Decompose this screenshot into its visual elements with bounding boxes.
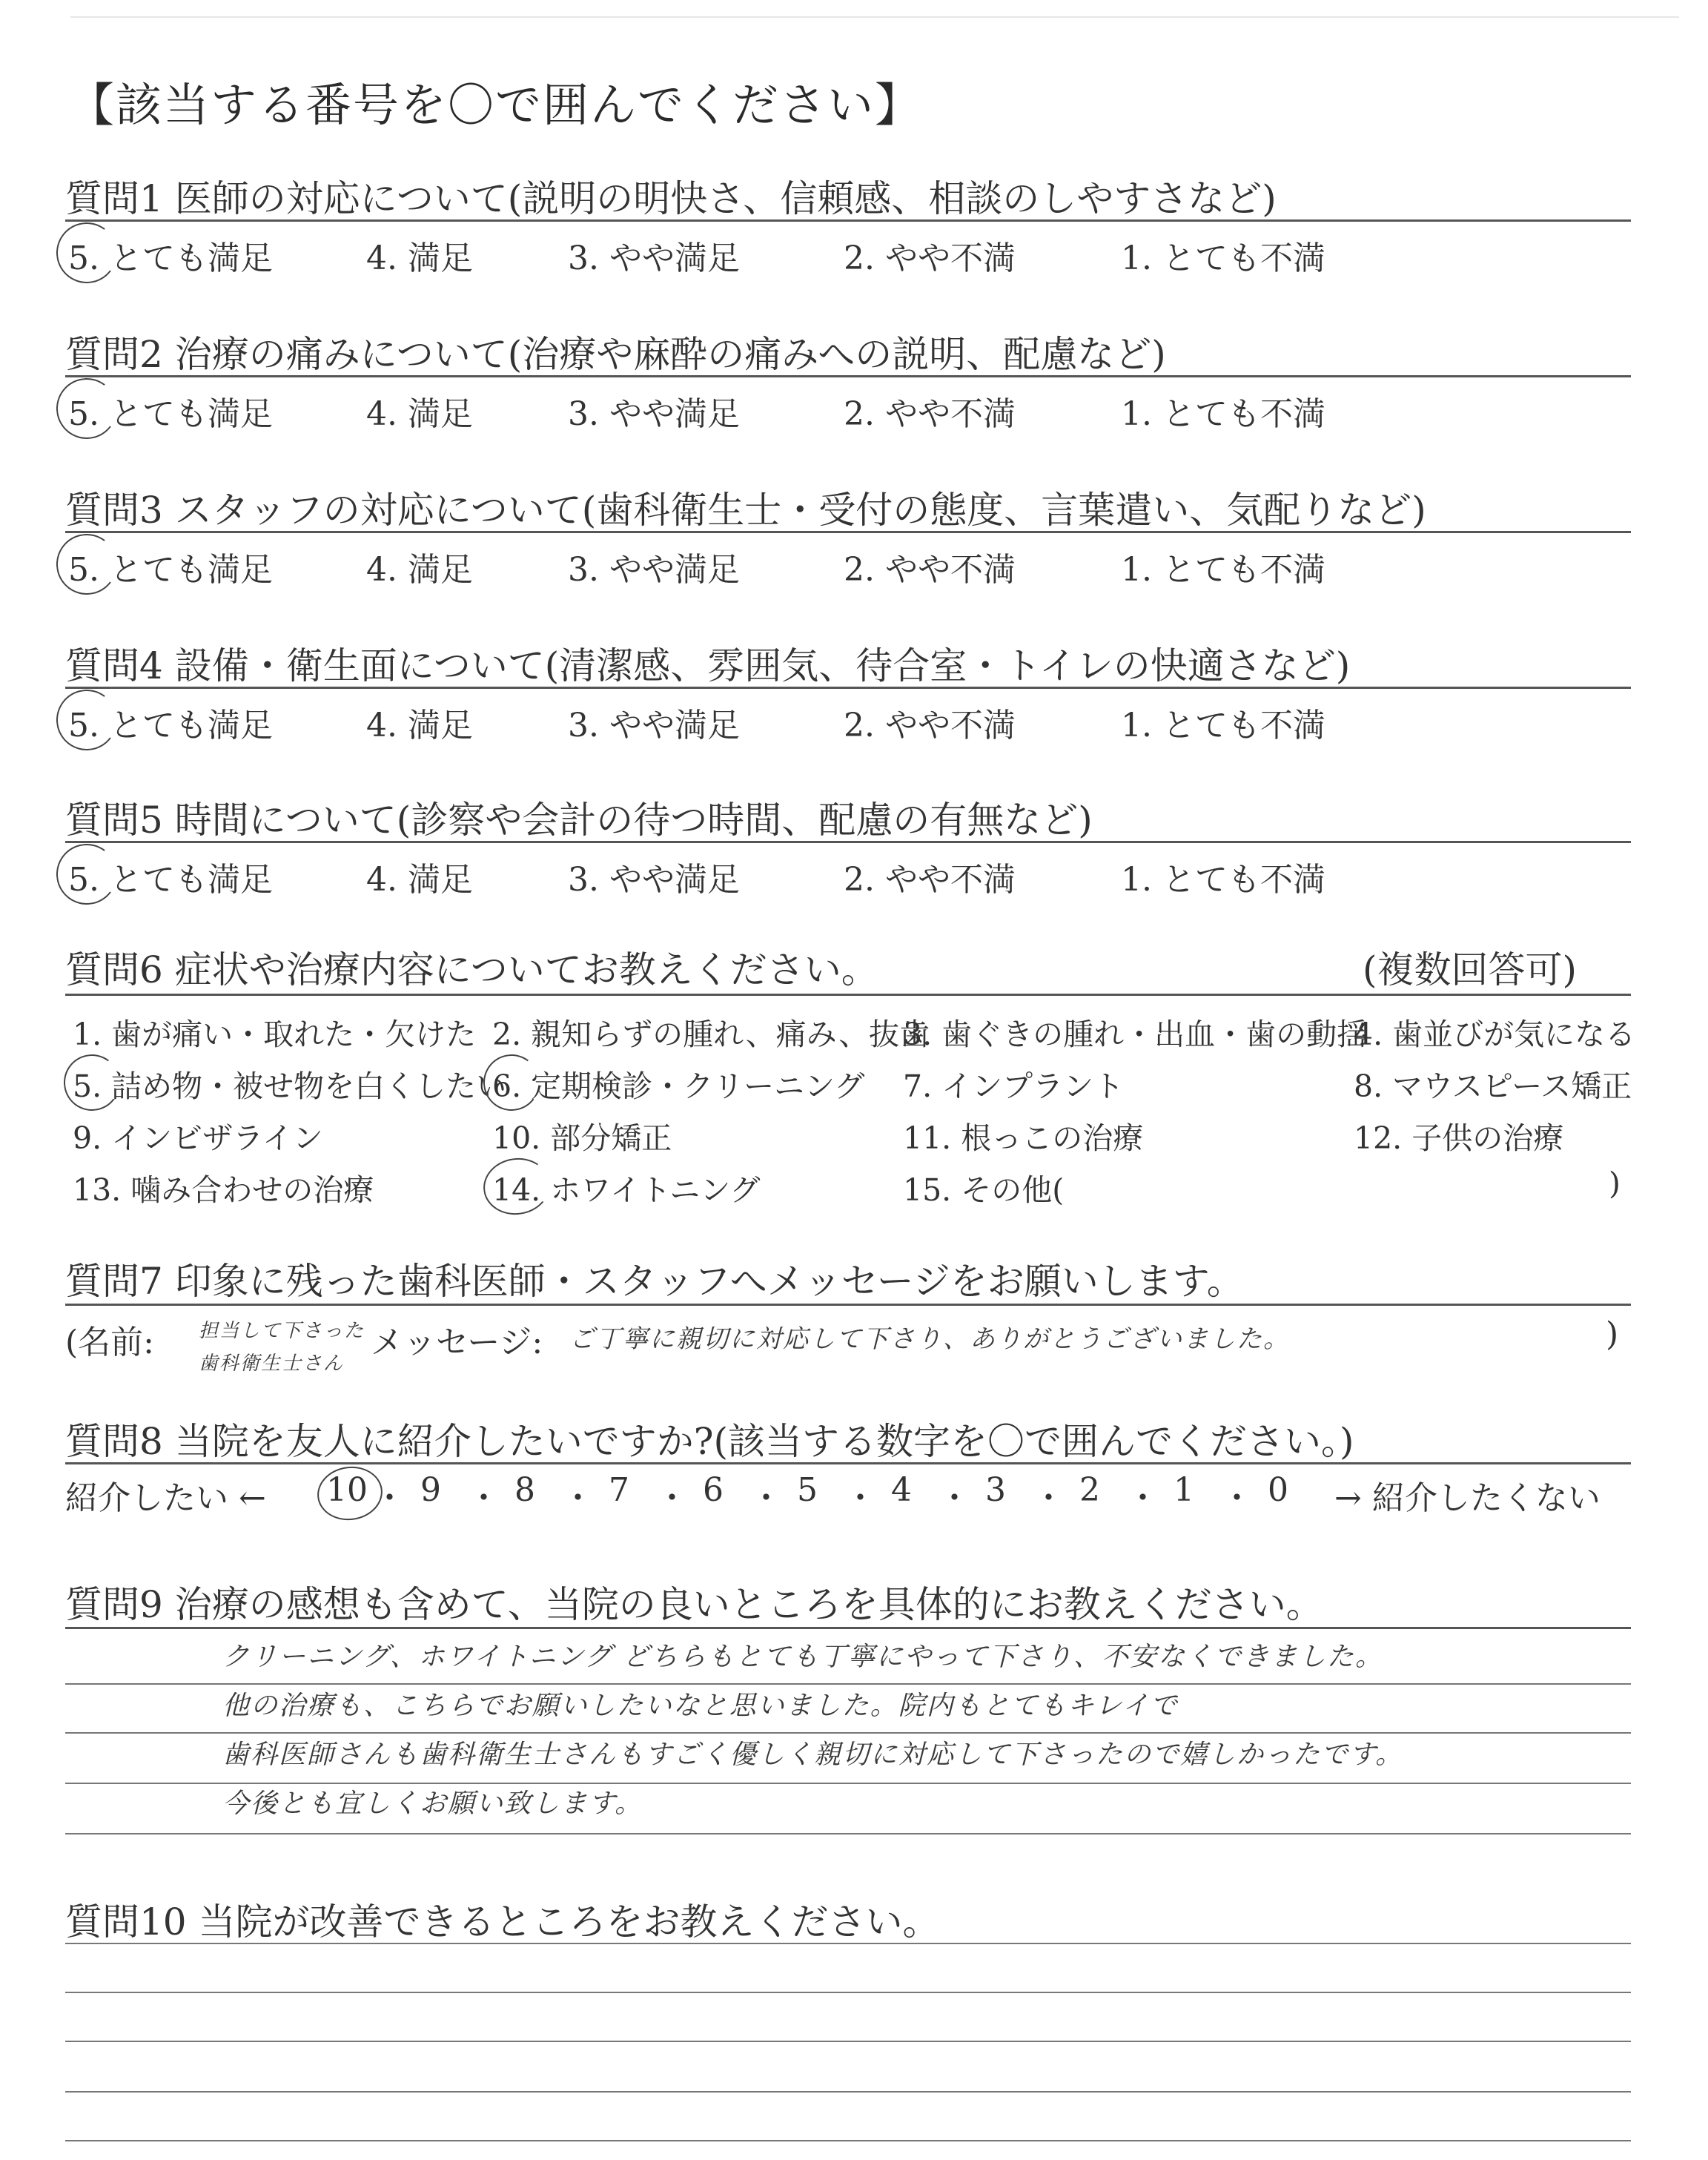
q8-scale-number[interactable]: 8 <box>514 1471 535 1509</box>
q6-option[interactable]: 3. 歯ぐきの腫れ・出血・歯の動揺 <box>903 1017 1368 1052</box>
q7-message-label: メッセージ: <box>371 1324 543 1361</box>
q7-label: 質問7 印象に残った歯科医師・スタッフへメッセージをお願いします。 <box>65 1260 1244 1303</box>
question-3-option[interactable]: 3. やや満足 <box>568 551 740 589</box>
question-3-label: 質問3 スタッフの対応について(歯科衛生士・受付の態度、言葉遣い、気配りなど) <box>65 489 1426 532</box>
q6-option[interactable]: 4. 歯並びが気になる <box>1354 1017 1636 1052</box>
question-4-option[interactable]: 5. とても満足 <box>68 707 273 744</box>
q9-ruled-line <box>65 1783 1631 1784</box>
q9-ruled-line <box>65 1732 1631 1734</box>
q8-separator: ・ <box>561 1479 595 1517</box>
q8-scale-number[interactable]: 4 <box>891 1471 912 1509</box>
q8-scale-number[interactable]: 10 <box>326 1471 368 1509</box>
q6-option[interactable]: 12. 子供の治療 <box>1354 1120 1564 1156</box>
q10-ruled-line <box>65 2140 1631 2141</box>
q7-name-label: (名前: <box>65 1324 154 1361</box>
page-title: 【該当する番号を〇で囲んでください】 <box>68 78 923 132</box>
question-1-label: 質問1 医師の対応について(説明の明快さ、信頼感、相談のしやすさなど) <box>65 177 1277 220</box>
question-5-option[interactable]: 1. とても不満 <box>1121 861 1325 899</box>
q6-option[interactable]: 6. 定期検診・クリーニング <box>492 1069 865 1104</box>
q8-separator: ・ <box>749 1479 783 1517</box>
q8-separator: ・ <box>373 1479 406 1517</box>
question-2-option[interactable]: 1. とても不満 <box>1121 395 1325 433</box>
question-3-rule <box>65 531 1631 533</box>
q6-option[interactable]: 1. 歯が痛い・取れた・欠けた <box>73 1017 477 1052</box>
q6-option[interactable]: 8. マウスピース矯正 <box>1354 1069 1632 1104</box>
question-4-label: 質問4 設備・衛生面について(清潔感、雰囲気、待合室・トイレの快適さなど) <box>65 644 1351 687</box>
q7-name-value-line2: 歯科衛生士さん <box>199 1353 345 1375</box>
q6-option[interactable]: 10. 部分矯正 <box>492 1120 672 1156</box>
q8-scale-number[interactable]: 0 <box>1268 1471 1288 1509</box>
q9-answer-line: 歯科医師さんも歯科衛生士さんもすごく優しく親切に対応して下さったので嬉しかったです。 <box>222 1740 1404 1770</box>
question-2-option[interactable]: 3. やや満足 <box>568 395 740 433</box>
q9-answer-line: クリーニング、ホワイトニング どちらもとても丁寧にやって下さり、不安なくできました。 <box>222 1642 1384 1672</box>
question-1-option[interactable]: 3. やや満足 <box>568 240 740 277</box>
q6-option[interactable]: 13. 噛み合わせの治療 <box>73 1172 374 1208</box>
q6-other-close-paren: ) <box>1609 1166 1621 1201</box>
q6-option[interactable]: 5. 詰め物・被せ物を白くしたい <box>73 1069 507 1104</box>
q8-scale-number[interactable]: 3 <box>985 1471 1006 1509</box>
q8-scale-number[interactable]: 2 <box>1079 1471 1100 1509</box>
q6-option[interactable]: 15. その他( <box>903 1172 1065 1208</box>
q8-left-label: 紹介したい ← <box>65 1479 266 1517</box>
q8-scale-number[interactable]: 9 <box>420 1471 441 1509</box>
q8-scale-number[interactable]: 7 <box>609 1471 629 1509</box>
question-5-option[interactable]: 2. やや不満 <box>844 861 1016 899</box>
question-4-rule <box>65 687 1631 689</box>
question-1-option[interactable]: 1. とても不満 <box>1121 240 1325 277</box>
question-4-option[interactable]: 3. やや満足 <box>568 707 740 744</box>
q6-rule <box>65 994 1631 996</box>
question-5-option[interactable]: 4. 満足 <box>366 861 473 899</box>
q8-scale-number[interactable]: 5 <box>797 1471 818 1509</box>
q10-ruled-line <box>65 2041 1631 2042</box>
q8-separator: ・ <box>1032 1479 1065 1517</box>
question-4-option[interactable]: 1. とても不満 <box>1121 707 1325 744</box>
q6-label: 質問6 症状や治療内容についてお教えください。 <box>65 948 878 991</box>
q6-option[interactable]: 14. ホワイトニング <box>492 1172 761 1208</box>
question-5-option[interactable]: 3. やや満足 <box>568 861 740 899</box>
question-5-label: 質問5 時間について(診察や会計の待つ時間、配慮の有無など) <box>65 799 1093 842</box>
q6-option[interactable]: 9. インビザライン <box>73 1120 323 1156</box>
q6-note: (複数回答可) <box>1363 948 1578 991</box>
q8-separator: ・ <box>1126 1479 1159 1517</box>
q9-label: 質問9 治療の感想も含めて、当院の良いところを具体的にお教えください。 <box>65 1583 1323 1626</box>
question-1-option[interactable]: 5. とても満足 <box>68 240 273 277</box>
q9-ruled-line <box>65 1833 1631 1834</box>
question-3-option[interactable]: 5. とても満足 <box>68 551 273 589</box>
q7-rule <box>65 1304 1631 1306</box>
q8-label: 質問8 当院を友人に紹介したいですか?(該当する数字を〇で囲んでください。) <box>65 1420 1354 1463</box>
q10-label: 質問10 当院が改善できるところをお教えください。 <box>65 1900 940 1943</box>
q6-option[interactable]: 2. 親知らずの腫れ、痛み、抜歯 <box>492 1017 930 1052</box>
question-4-option[interactable]: 4. 満足 <box>366 707 473 744</box>
scan-edge-line <box>70 16 1679 18</box>
q10-ruled-line <box>65 2091 1631 2093</box>
question-5-option[interactable]: 5. とても満足 <box>68 861 273 899</box>
q8-separator: ・ <box>1220 1479 1254 1517</box>
question-4-option[interactable]: 2. やや不満 <box>844 707 1016 744</box>
question-2-label: 質問2 治療の痛みについて(治療や麻酔の痛みへの説明、配慮など) <box>65 333 1166 376</box>
q8-rule <box>65 1462 1631 1464</box>
q8-right-label: → 紹介したくない <box>1334 1479 1601 1517</box>
q6-option[interactable]: 11. 根っこの治療 <box>903 1120 1144 1156</box>
question-2-option[interactable]: 5. とても満足 <box>68 395 273 433</box>
q7-close-paren: ) <box>1606 1315 1619 1353</box>
q6-option[interactable]: 7. インプラント <box>903 1069 1125 1104</box>
question-2-option[interactable]: 4. 満足 <box>366 395 473 433</box>
q8-scale-number[interactable]: 6 <box>703 1471 724 1509</box>
question-2-option[interactable]: 2. やや不満 <box>844 395 1016 433</box>
question-3-option[interactable]: 2. やや不満 <box>844 551 1016 589</box>
question-1-option[interactable]: 2. やや不満 <box>844 240 1016 277</box>
q9-rule <box>65 1627 1631 1629</box>
q8-scale-number[interactable]: 1 <box>1174 1471 1194 1509</box>
question-3-option[interactable]: 4. 満足 <box>366 551 473 589</box>
q8-separator: ・ <box>938 1479 971 1517</box>
q8-separator: ・ <box>467 1479 500 1517</box>
q9-ruled-line <box>65 1683 1631 1685</box>
q10-ruled-line <box>65 1992 1631 1993</box>
q8-separator: ・ <box>655 1479 689 1517</box>
q7-message-value: ご丁寧に親切に対応して下さり、ありがとうございました。 <box>569 1324 1290 1354</box>
q8-separator: ・ <box>844 1479 877 1517</box>
question-1-option[interactable]: 4. 満足 <box>366 240 473 277</box>
question-1-rule <box>65 219 1631 222</box>
q7-name-value-line1: 担当して下さった <box>199 1320 365 1342</box>
question-5-rule <box>65 841 1631 843</box>
q9-answer-line: 他の治療も、こちらでお願いしたいなと思いました。院内もとてもキレイで <box>222 1691 1179 1721</box>
q10-ruled-line <box>65 1943 1631 1944</box>
question-2-rule <box>65 375 1631 377</box>
question-3-option[interactable]: 1. とても不満 <box>1121 551 1325 589</box>
q9-answer-line: 今後とも宜しくお願い致します。 <box>222 1789 643 1819</box>
